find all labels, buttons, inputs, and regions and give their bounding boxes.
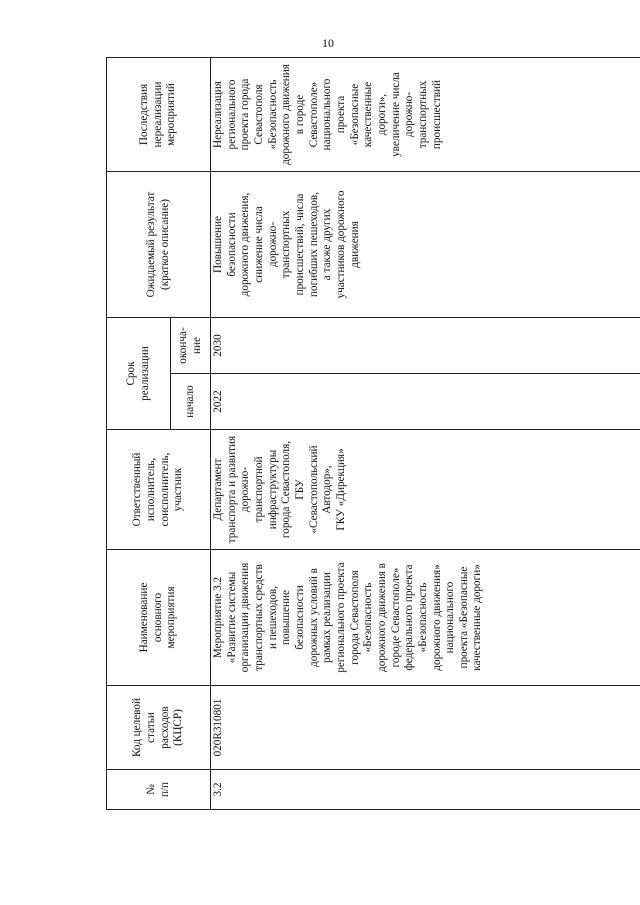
header-end: оконча- ние <box>171 318 211 374</box>
rotated-table-wrapper <box>106 58 640 810</box>
cell-consequences: Нереализация регионального проекта города Севастополя «Безопасность дорожного движения в городе Севастополе» национального проекта «Безопасные качественные дороги», увеличение числа дорожно- транспортных происшествий <box>211 58 640 172</box>
header-start: начало <box>171 374 211 430</box>
cell-name: Мероприятие 3.2 «Развитие системы организации движения транспортных средств и пешеходов, повышение безопасности дорожных условий в рамках реализации регионального проекта города Севастополя «Безопасность дорожного движения в городе Севастополе» федерального проекта «Безопасность дорожного движения» национального проекта «Безопасные качественные дороги» <box>211 550 640 686</box>
cell-code: 020R310801 <box>211 686 640 770</box>
header-consequences: Последствия нереализации мероприятий <box>107 58 211 172</box>
table-container <box>106 58 640 810</box>
header-code: Код целевой статьи расходов (КЦСР) <box>107 686 211 770</box>
cell-num: 3.2 <box>211 770 640 810</box>
header-responsible: Ответственный исполнитель, соисполнитель, участник <box>107 430 211 550</box>
cell-responsible: Департамент транспорта и развития дорожно- транспортной инфраструктуры города Севастополя, ГБУ «Севастопольский Автодор», ГКУ «Дирекция» <box>211 430 640 550</box>
header-result: Ожидаемый результат (краткое описание) <box>107 172 211 318</box>
table-row <box>211 58 640 810</box>
cell-end: 2030 <box>211 318 640 374</box>
page-number: 10 <box>322 36 334 50</box>
cell-result: Повышение безопасности дорожного движения, снижение числа дорожно- транспортных происшествий, числа погибших пешеходов, а также других участников дорожного движения <box>211 172 640 318</box>
cell-start: 2022 <box>211 374 640 430</box>
header-period: Срок реализации <box>107 318 171 430</box>
header-name: Наименование основного мероприятия <box>107 550 211 686</box>
program-activities-table <box>106 57 640 810</box>
header-num: № п/п <box>107 770 211 810</box>
